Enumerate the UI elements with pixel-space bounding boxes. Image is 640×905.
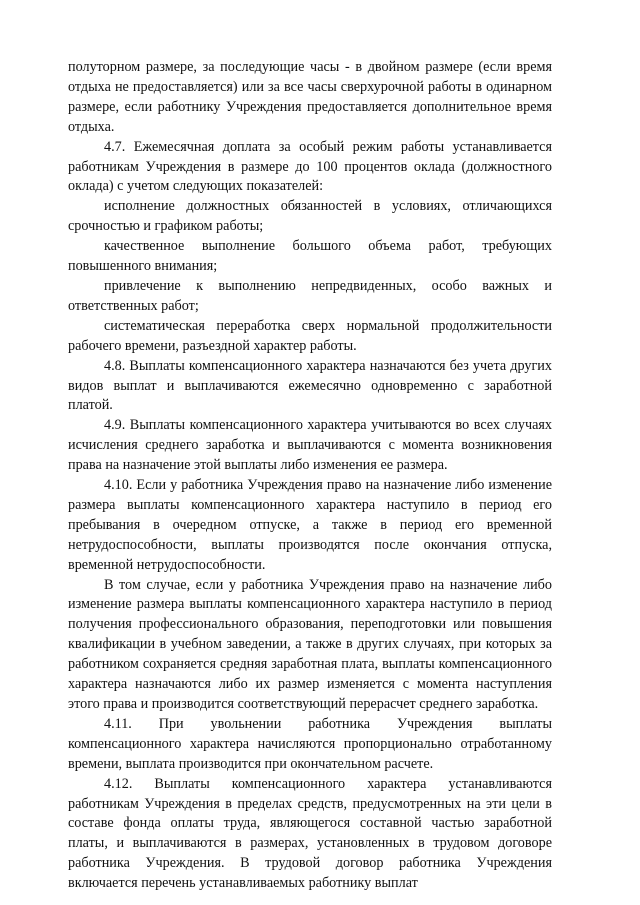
paragraph-4-9: 4.9. Выплаты компенсационного характера учитываются во всех случаях исчисления среднего заработка и выплачиваются с момента возникновения права на назначение этой выплаты либо изменения ее размера. <box>68 417 552 474</box>
paragraph-4-7-item-overtime: систематическая переработка сверх нормальной продолжительности рабочего времени, разъездной характер работы. <box>68 317 552 354</box>
paragraph-4-7-item-urgency: исполнение должностных обязанностей в условиях, отличающихся срочностью и графиком работы; <box>68 198 552 235</box>
paragraph-4-8: 4.8. Выплаты компенсационного характера назначаются без учета других видов выплат и выплачиваются ежемесячно одновременно с заработной платой. <box>68 357 552 414</box>
paragraph-4-10-training: В том случае, если у работника Учреждения право на назначение либо изменение размера выплаты компенсационного характера наступило в период получения профессионального образования, переподготовки или повышения квалификации в учебном заведении, а также в других случаях, при которых за работником сохраняется средняя заработная плата, выплаты компенсационного характера назначаются либо их размер изменяется с момента наступления этого права и производится соответствующий перерасчет среднего заработка. <box>68 576 552 712</box>
paragraph-4-7-item-quality: качественное выполнение большого объема работ, требующих повышенного внимания; <box>68 238 552 275</box>
paragraph-continuation: полуторном размере, за последующие часы - в двойном размере (если время отдыха не предоставляется) или за все часы сверхурочной работы в одинарном размере, если работнику Учреждения предоставляется дополнительное время отдыха. <box>68 59 552 135</box>
paragraph-4-10: 4.10. Если у работника Учреждения право на назначение либо изменение размера выплаты компенсационного характера наступило в период его пребывания в очередном отпуске, а также в период его временной нетрудоспособности, выплаты производятся после окончания отпуска, временной нетрудоспособности. <box>68 477 552 573</box>
paragraph-4-7-item-unforeseen: привлечение к выполнению непредвиденных, особо важных и ответственных работ; <box>68 277 552 314</box>
paragraph-4-12: 4.12. Выплаты компенсационного характера устанавливаются работникам Учреждения в пределах средств, предусмотренных на эти цели в составе фонда оплаты труда, являющегося составной частью заработной платы, и выплачиваются в размерах, установленных в трудовом договоре работника Учреждения. В трудовой договор работника Учреждения включается перечень устанавливаемых работнику выплат <box>68 775 552 892</box>
document-page <box>68 58 552 894</box>
paragraph-4-11: 4.11. При увольнении работника Учреждения выплаты компенсационного характера начисляются пропорционально отработанному времени, выплата производится при окончательном расчете. <box>68 715 552 772</box>
paragraph-4-7: 4.7. Ежемесячная доплата за особый режим работы устанавливается работникам Учреждения в размере до 100 процентов оклада (должностного оклада) с учетом следующих показателей: <box>68 138 552 195</box>
